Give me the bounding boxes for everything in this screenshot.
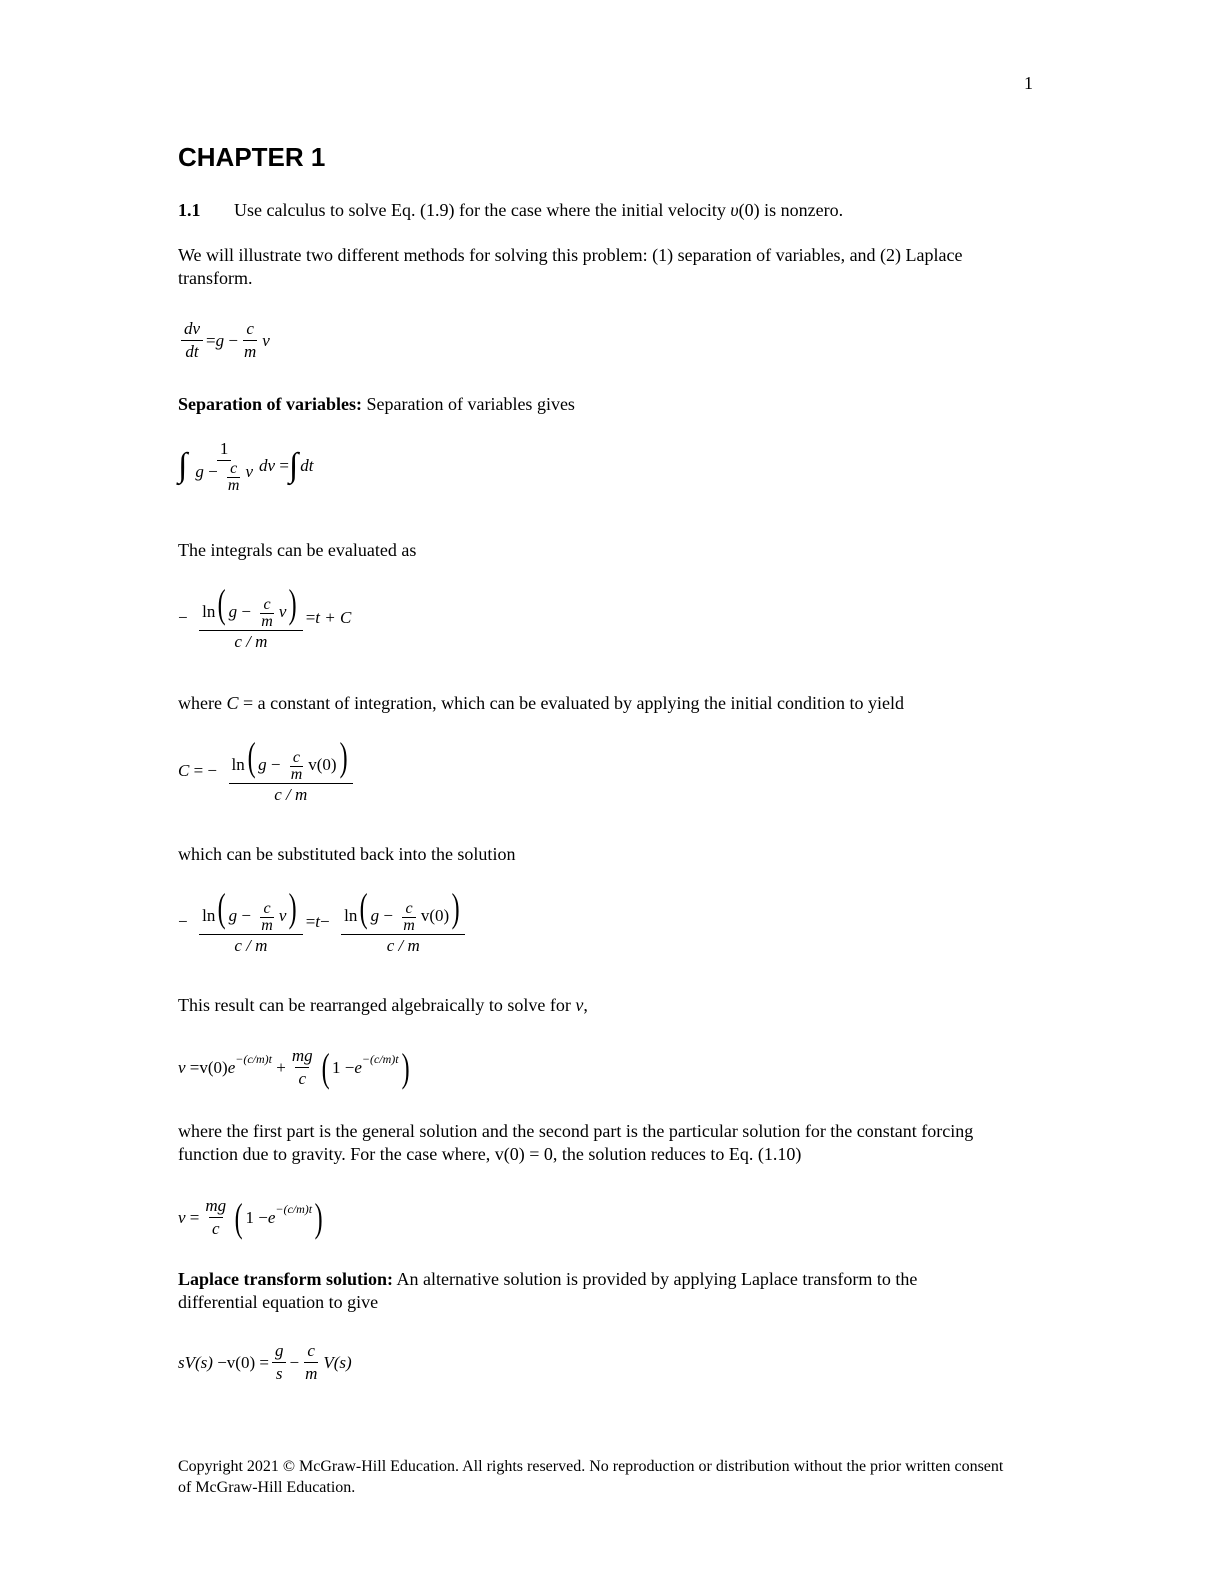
text: This result can be rearranged algebraically to solve for [178,995,576,1015]
copyright-footer: Copyright 2021 © McGraw-Hill Education. All rights reserved. No reproduction or distribution without the prior written consent of McGraw-Hill Education. [178,1458,1004,1496]
eq-sVs: sV(s) [178,1352,213,1372]
eq-dv: dv [259,456,276,475]
eq-num: c [402,901,415,918]
eq-den: m [261,612,273,630]
eq-ln: ln [202,906,216,925]
laplace-paragraph [178,1268,998,1314]
eq-den: c / m [234,631,268,651]
eq-t: t [315,912,321,932]
eq-ln: ln [231,755,245,774]
text: where [178,693,227,713]
eq-v: v [278,906,287,925]
eq-v: v [278,602,287,621]
eq-num: g [272,1340,287,1363]
eq-C: C [178,761,190,781]
eq-g: g [215,330,225,350]
equation-integral: ∫ 1 g − $\frac{c}{m}$ v dv = ∫ dt [178,439,314,494]
eq-den: m [305,1364,318,1383]
text: = a constant of integration, which can be evaluated by applying the initial condition to yield [238,693,904,713]
eq-v: v [245,462,254,481]
eq-den: m [403,916,415,934]
eq-num: mg [291,1046,313,1065]
eq-ln: ln [344,906,358,925]
separation-paragraph [178,393,998,416]
eq-den: m [243,342,257,361]
eq-v0: v(0) [420,906,450,925]
equation-general-solution: v = v(0) e $^{-(c/m)t}$ + $\frac{mg}{c}$ ( 1 − e $^{-(c/m)t}$ ) [178,1044,410,1090]
eq-num: 1 [217,438,232,461]
eq-den: c [295,1067,309,1090]
chapter-heading: CHAPTER 1 [178,142,326,172]
problem-statement [178,199,998,222]
eq-num: mg [205,1196,227,1215]
eq-den: c / m [234,935,268,955]
eq-v0: v(0) [308,755,337,774]
eq-e: e [227,1057,236,1077]
equation-log-solution: − ln( g − $\frac{c}{m}$ v) c / m = t + C [178,581,352,651]
rearrange-paragraph [178,994,998,1017]
eq-den: c / m [386,935,420,955]
problem-number: 1.1 [178,200,201,220]
eq-dt: dt [300,456,314,475]
eq-v0: v(0) [226,1352,256,1372]
equation-substituted: − ln( g − $\frac{c}{m}$ v) c / m = t − ln( g − $\frac{c}{m}$ v(0)) c / m [178,888,468,957]
eq-g: g [228,906,238,925]
equation-laplace: sV(s) − v(0) = $\frac{g}{s}$ − $\frac{c}{m}$ V(s) [178,1341,352,1383]
eq-g: g [258,755,267,774]
problem-text: Use calculus to solve Eq. (1.9) for the case where the initial velocity [234,200,731,220]
eq-g: g [370,906,380,925]
integrals-paragraph: The integrals can be evaluated as [178,540,417,560]
eq-den: m [290,765,303,783]
problem-text-end: (0) is nonzero. [738,200,844,220]
eq-num: c [227,461,240,478]
eq-v0: v(0) [199,1057,228,1077]
equation-constant: C = − ln( g − $\frac{c}{m}$ v(0)) c / m [178,737,356,806]
laplace-text: An alternative solution is provided by applying Laplace transform to the differential equation to give [178,1269,918,1312]
eq-num: c [260,901,273,918]
eq-Vs: V(s) [323,1352,352,1372]
eq-num: c [290,750,303,767]
eq-num: c [304,1340,318,1363]
eq-exp: −(c/m)t [361,1052,399,1066]
text: , [583,995,588,1015]
eq-den: c [209,1217,223,1240]
substitute-paragraph: which can be substituted back into the solution [178,844,516,864]
separation-label: Separation of variables: [178,394,362,414]
eq-v: v [178,1207,186,1227]
eq-v: v [262,330,270,350]
equation-zero-initial: v = $\frac{mg}{c}$ ( 1 − e $^{-(c/m)t}$ ) [178,1194,323,1240]
laplace-label: Laplace transform solution: [178,1269,393,1289]
eq-den: m [261,916,273,934]
eq-e: e [354,1057,362,1077]
eq-den: dt [185,342,199,361]
var: v [575,995,584,1015]
eq-ln: ln [202,602,216,621]
eq-v: v [178,1057,186,1077]
eq-g: g [228,602,238,621]
eq-rhs: t + C [315,608,352,628]
eq-exp: −(c/m)t [235,1052,273,1066]
eq-g: g [195,462,204,481]
eq-den: c / m [274,784,308,804]
eq-num: c [260,597,273,614]
intro-paragraph: We will illustrate two different methods for solving this problem: (1) separation of variables, and (2) Laplace transform. [178,245,963,288]
where-c-paragraph [178,692,998,715]
eq-num: c [243,318,257,341]
separation-text: Separation of variables gives [362,394,575,414]
var: C [226,693,239,713]
eq-den: m [227,477,240,494]
problem-var: υ [730,200,739,220]
eq-exp: −(c/m)t [275,1202,313,1216]
general-paragraph: where the first part is the general solution and the second part is the particular solution for the constant forcing function due to gravity. For the case where, v(0) = 0, the solution reduces to Eq. (1.10) [178,1121,974,1164]
eq-e: e [267,1207,276,1227]
eq-den: s [275,1364,283,1383]
page-number: 1 [1024,73,1033,93]
equation-ode: $\frac{dv}{dt}$ = g − $\frac{c}{m}$ v [178,318,270,363]
eq-num: dv [181,318,203,341]
